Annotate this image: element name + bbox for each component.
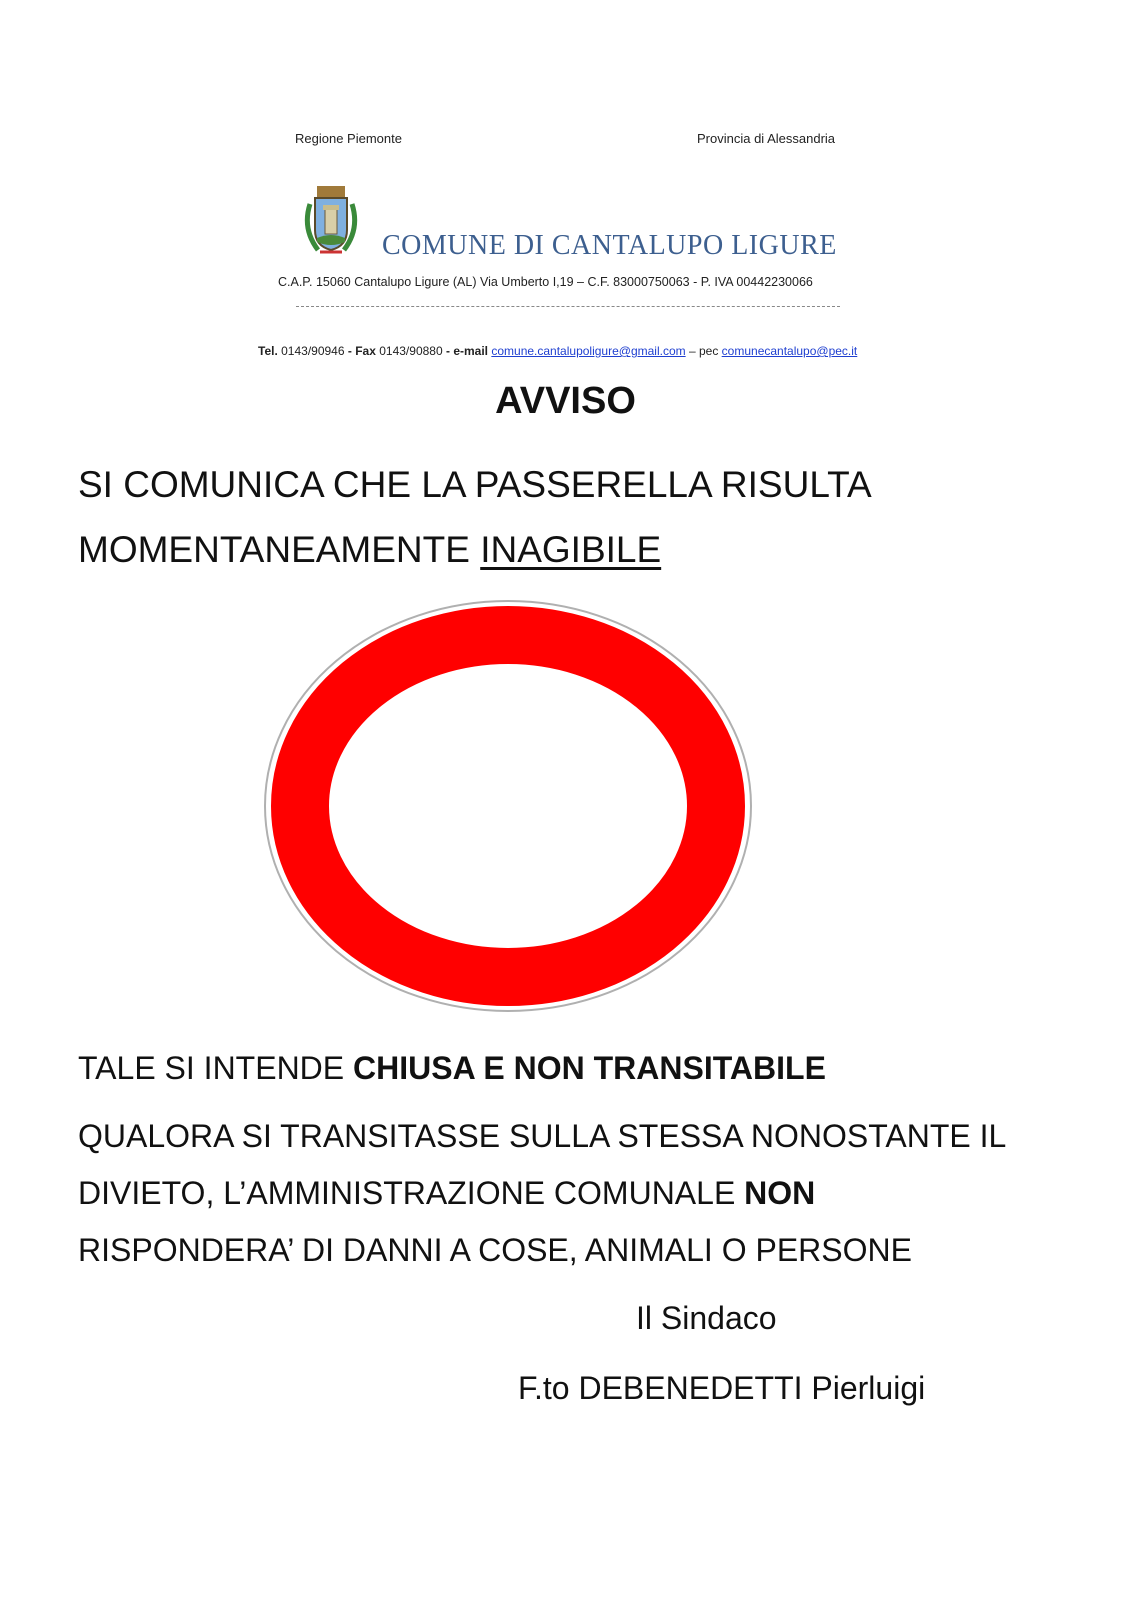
municipality-title: COMUNE DI CANTALUPO LIGURE [382, 230, 837, 261]
notice-title: AVVISO [495, 380, 636, 422]
signature-role: Il Sindaco [636, 1300, 777, 1336]
province-label: Provincia di Alessandria [697, 131, 836, 146]
tel-value: 0143/90946 [281, 344, 345, 358]
signature-name: F.to DEBENEDETTI Pierluigi [518, 1370, 926, 1406]
municipal-crest-icon [300, 184, 362, 260]
contacts-line [258, 344, 857, 358]
notice-line-3-prefix: TALE SI INTENDE [78, 1050, 354, 1086]
notice-line-4: QUALORA SI TRANSITASSE SULLA STESSA NONOSTANTE IL [78, 1118, 1007, 1154]
fax-label: - Fax [347, 344, 376, 358]
closed-emphasis: CHIUSA E NON TRANSITABILE [353, 1050, 826, 1086]
tel-label: Tel. [258, 344, 278, 358]
notice-line-5-prefix: DIVIETO, L’AMMINISTRAZIONE COMUNALE [78, 1175, 745, 1211]
fax-value: 0143/90880 [379, 344, 443, 358]
notice-line-2 [78, 529, 661, 571]
separator [296, 306, 840, 307]
email-link[interactable]: comune.cantalupoligure@gmail.com [491, 344, 686, 358]
pec-label: – pec [688, 344, 719, 358]
address-line: C.A.P. 15060 Cantalupo Ligure (AL) Via Umberto I,19 – C.F. 83000750063 - P. IVA 00442230066 [278, 275, 813, 289]
email-label: - e-mail [445, 344, 488, 358]
notice-line-6: RISPONDERA’ DI DANNI A COSE, ANIMALI O PERSONE [78, 1232, 912, 1268]
non-emphasis: NON [744, 1175, 816, 1211]
notice-line-2-prefix: MOMENTANEAMENTE [78, 529, 481, 570]
no-transit-sign-icon [258, 596, 758, 1016]
notice-line-5 [78, 1175, 815, 1212]
region-label: Regione Piemonte [295, 131, 402, 146]
inagibile-emphasis: INAGIBILE [480, 529, 662, 570]
notice-line-3 [78, 1050, 826, 1087]
pec-link[interactable]: comunecantalupo@pec.it [721, 344, 858, 358]
notice-line-1: SI COMUNICA CHE LA PASSERELLA RISULTA [78, 464, 872, 505]
